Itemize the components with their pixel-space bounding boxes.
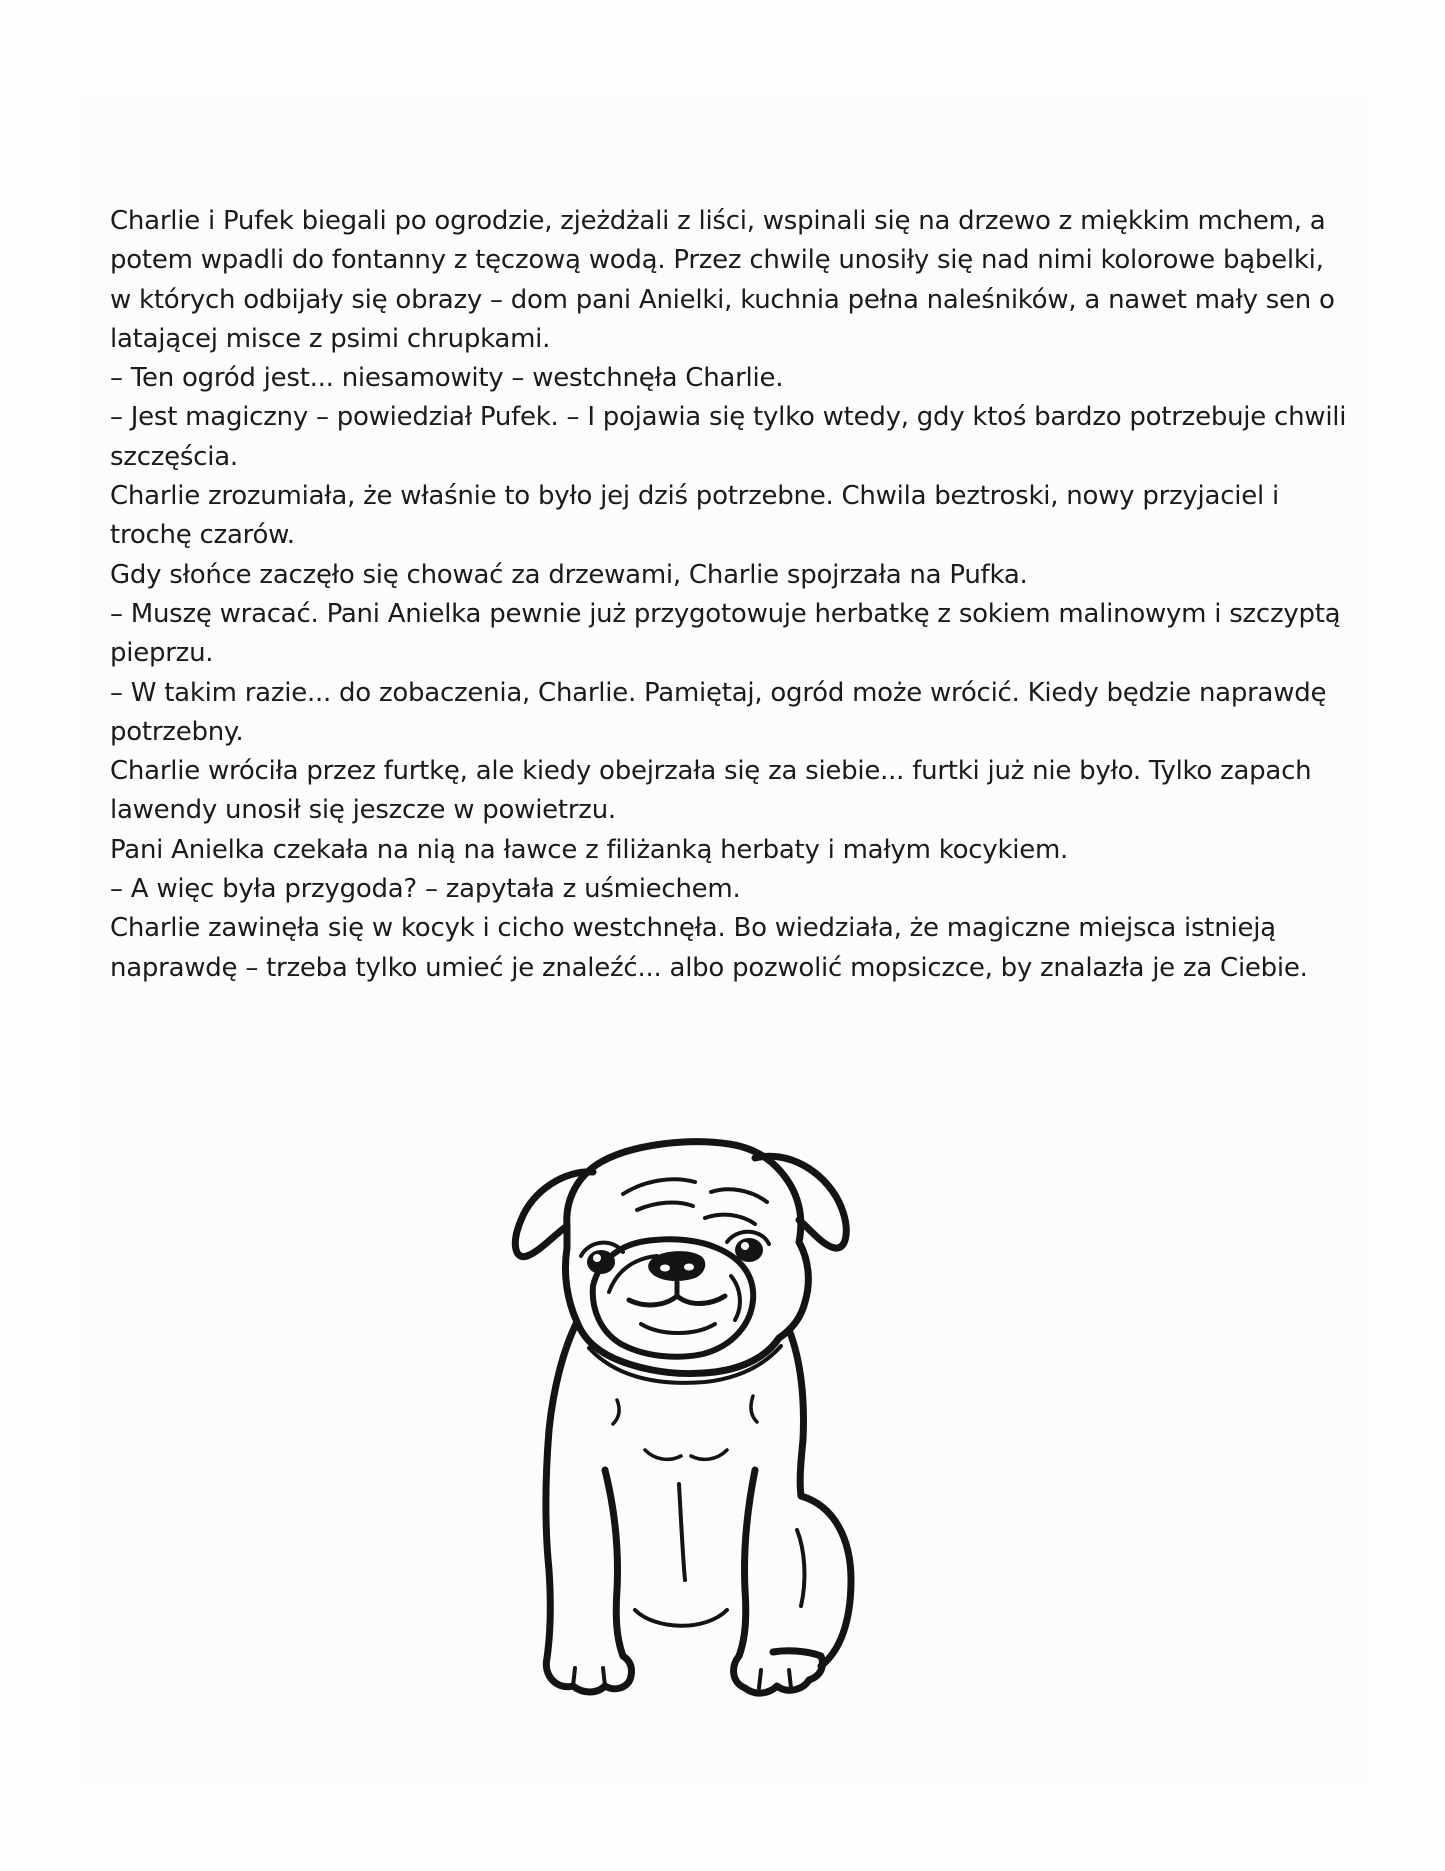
pug-left-paw xyxy=(546,1656,631,1692)
pug-body-left xyxy=(546,1322,577,1658)
pug-right-toe xyxy=(789,1670,791,1688)
pug-left-eye-highlight xyxy=(593,1254,601,1262)
pug-haunch xyxy=(801,1496,851,1666)
story-paragraph: Charlie zawinęła się w kocyk i cicho westchnęła. Bo wiedziała, że magiczne miejsca istnieją naprawdę – trzeba tylko umieć je znaleźć... albo pozwolić mopsiczce, by znalazła je za Ciebie. xyxy=(110,913,1308,983)
story-paragraph: Charlie i Pufek biegali po ogrodzie, zjeżdżali z liści, wspinali się na drzewo z miękkim mchem, a potem wpadli do fontanny z tęczową wodą. Przez chwilę unosiły się nad nimi kolorowe bąbelki, w których odbijały się obrazy – dom pani Anielki, kuchnia pełna naleśników, a nawet mały sen o latającej misce z psimi chrupkami. xyxy=(110,206,1335,354)
pug-right-eye-highlight xyxy=(741,1242,749,1250)
pug-right-toe xyxy=(759,1670,761,1688)
story-paragraph: – Ten ogród jest... niesamowity – westchnęła Charlie. xyxy=(110,363,784,394)
pug-chest-fur xyxy=(691,1450,727,1459)
pug-forehead-wrinkle xyxy=(705,1215,755,1224)
pug-illustration xyxy=(505,1110,915,1700)
pug-forehead-wrinkle xyxy=(711,1189,767,1202)
pug-forehead-wrinkle xyxy=(637,1203,693,1210)
pug-left-ear xyxy=(515,1172,593,1257)
story-paragraph: – Muszę wracać. Pani Anielka pewnie już przygotowuje herbatkę z sokiem malinowym i szczyptą pieprzu. xyxy=(110,598,1341,669)
pug-left-toe xyxy=(603,1668,605,1686)
pug-chest-fur xyxy=(645,1450,681,1459)
pug-muzzle-fold xyxy=(609,1256,657,1292)
pug-muzzle-fold xyxy=(731,1276,740,1320)
pug-leg-inner xyxy=(635,1610,727,1626)
pug-right-leg xyxy=(739,1470,755,1656)
pug-nostril xyxy=(660,1265,670,1272)
story-text xyxy=(110,202,1350,988)
pug-haunch-fold xyxy=(797,1530,804,1606)
pug-body-right xyxy=(789,1330,803,1496)
pug-chest-fur xyxy=(613,1400,619,1424)
pug-chest-fur xyxy=(751,1396,757,1422)
pug-forehead-wrinkle xyxy=(623,1179,695,1194)
pug-belly xyxy=(679,1484,685,1580)
pug-right-paw xyxy=(734,1651,823,1693)
pug-left-toe xyxy=(573,1668,575,1686)
pug-nostril xyxy=(684,1264,694,1271)
story-paragraph: – Jest magiczny – powiedział Pufek. – I pojawia się tylko wtedy, gdy ktoś bardzo potrzebuje chwili szczęścia. xyxy=(110,402,1347,472)
pug-mouth xyxy=(677,1296,725,1304)
story-paragraph: – W takim razie... do zobaczenia, Charlie. Pamiętaj, ogród może wrócić. Kiedy będzie naprawdę potrzebny. xyxy=(110,677,1327,747)
pug-chin xyxy=(641,1324,715,1333)
story-paragraph: Pani Anielka czekała na nią na ławce z filiżanką herbaty i małym kocykiem. xyxy=(110,834,1069,865)
story-paragraph: – A więc była przygoda? – zapytała z uśmiechem. xyxy=(110,874,741,905)
story-paragraph: Charlie wróciła przez furtkę, ale kiedy obejrzała się za siebie... furtki już nie było. Tylko zapach lawendy unosił się jeszcze w powietrzu. xyxy=(110,756,1312,826)
pug-mouth xyxy=(629,1282,677,1305)
story-paragraph: Gdy słońce zaczęło się chować za drzewami, Charlie spojrzała na Pufka. xyxy=(110,559,1028,590)
pug-left-leg xyxy=(605,1470,623,1656)
story-paragraph: Charlie zrozumiała, że właśnie to było jej dziś potrzebne. Chwila beztroski, nowy przyjaciel i trochę czarów. xyxy=(110,481,1279,551)
